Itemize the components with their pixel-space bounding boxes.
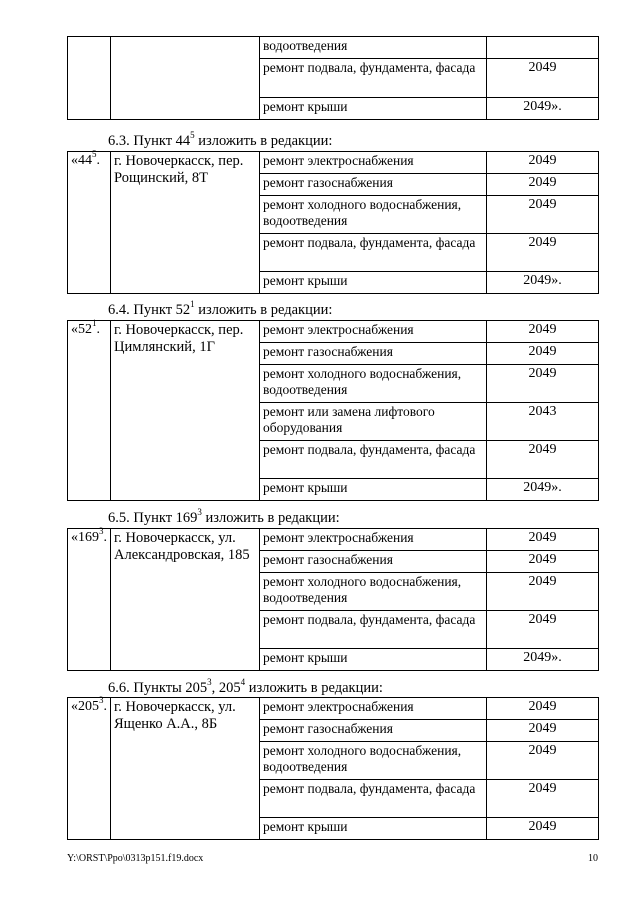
work-cell: ремонт подвала, фундамента, фасада — [260, 59, 487, 98]
section-table — [67, 151, 598, 294]
year-cell: 2049 — [487, 321, 599, 343]
work-cell: ремонт холодного водоснабжения, водоотведения — [260, 196, 487, 234]
work-cell: ремонт подвала, фундамента, фасада — [260, 441, 487, 479]
item-address: г. Новочеркасск, ул. Ященко А.А., 8Б — [111, 698, 260, 840]
item-address: г. Новочеркасск, пер. Цимлянский, 1Г — [111, 321, 260, 501]
item-number: «$169^3$. — [68, 529, 111, 671]
year-cell: 2049 — [487, 174, 599, 196]
section-heading: 6.3. Пункт $44^5$ изложить в редакции: — [108, 130, 333, 149]
item-number: «$52^1$. — [68, 321, 111, 501]
year-cell: 2049 — [487, 441, 599, 479]
item-address: г. Новочеркасск, ул. Александровская, 185 — [111, 529, 260, 671]
section-heading: 6.4. Пункт $52^1$ изложить в редакции: — [108, 299, 333, 318]
work-cell: ремонт крыши — [260, 818, 487, 840]
item-address: г. Новочеркасск, пер. Рощинский, 8Т — [111, 152, 260, 294]
section-table — [67, 528, 598, 671]
work-cell: ремонт холодного водоснабжения, водоотведения — [260, 573, 487, 611]
year-cell: 2049». — [487, 272, 599, 294]
work-cell: ремонт электроснабжения — [260, 529, 487, 551]
work-cell: ремонт крыши — [260, 98, 487, 120]
year-cell: 2049 — [487, 698, 599, 720]
number-cell — [68, 37, 111, 120]
work-cell: ремонт газоснабжения — [260, 720, 487, 742]
year-cell: 2049 — [487, 234, 599, 272]
year-cell: 2049 — [487, 529, 599, 551]
work-cell: водоотведения — [260, 37, 487, 59]
work-cell: ремонт подвала, фундамента, фасада — [260, 780, 487, 818]
year-cell: 2049». — [487, 479, 599, 501]
year-cell: 2049 — [487, 573, 599, 611]
page-number: 10 — [588, 853, 598, 864]
year-cell: 2049 — [487, 196, 599, 234]
work-cell: ремонт или замена лифтового оборудования — [260, 403, 487, 441]
work-cell: ремонт электроснабжения — [260, 698, 487, 720]
year-cell: 2049 — [487, 343, 599, 365]
year-cell: 2049 — [487, 780, 599, 818]
work-cell: ремонт крыши — [260, 649, 487, 671]
section-table — [67, 697, 598, 840]
work-cell: ремонт подвала, фундамента, фасада — [260, 234, 487, 272]
item-number: «$44^5$. — [68, 152, 111, 294]
year-cell: 2049 — [487, 59, 599, 98]
item-number: «$205^3$. — [68, 698, 111, 840]
year-cell: 2049 — [487, 742, 599, 780]
work-cell: ремонт газоснабжения — [260, 551, 487, 573]
work-cell: ремонт электроснабжения — [260, 321, 487, 343]
year-cell: 2049 — [487, 611, 599, 649]
work-cell: ремонт холодного водоснабжения, водоотведения — [260, 365, 487, 403]
work-cell: ремонт подвала, фундамента, фасада — [260, 611, 487, 649]
year-cell: 2049 — [487, 365, 599, 403]
year-cell: 2049 — [487, 818, 599, 840]
year-cell: 2049 — [487, 720, 599, 742]
section-heading: 6.6. Пункты $205^3$, $205^4$ изложить в редакции: — [108, 677, 383, 696]
year-cell: 2049 — [487, 551, 599, 573]
year-cell: 2049». — [487, 98, 599, 120]
work-cell: ремонт газоснабжения — [260, 174, 487, 196]
year-cell: 2049 — [487, 152, 599, 174]
year-cell: 2049». — [487, 649, 599, 671]
footer-file-path: Y:\ORST\Ppo\0313p151.f19.docx — [67, 853, 204, 864]
year-cell — [487, 37, 599, 59]
work-cell: ремонт крыши — [260, 479, 487, 501]
work-cell: ремонт газоснабжения — [260, 343, 487, 365]
section-table — [67, 320, 598, 501]
work-cell: ремонт холодного водоснабжения, водоотведения — [260, 742, 487, 780]
continuation-table — [67, 36, 598, 120]
work-cell: ремонт электроснабжения — [260, 152, 487, 174]
work-cell: ремонт крыши — [260, 272, 487, 294]
section-heading: 6.5. Пункт $169^3$ изложить в редакции: — [108, 507, 340, 526]
address-cell — [111, 37, 260, 120]
year-cell: 2043 — [487, 403, 599, 441]
